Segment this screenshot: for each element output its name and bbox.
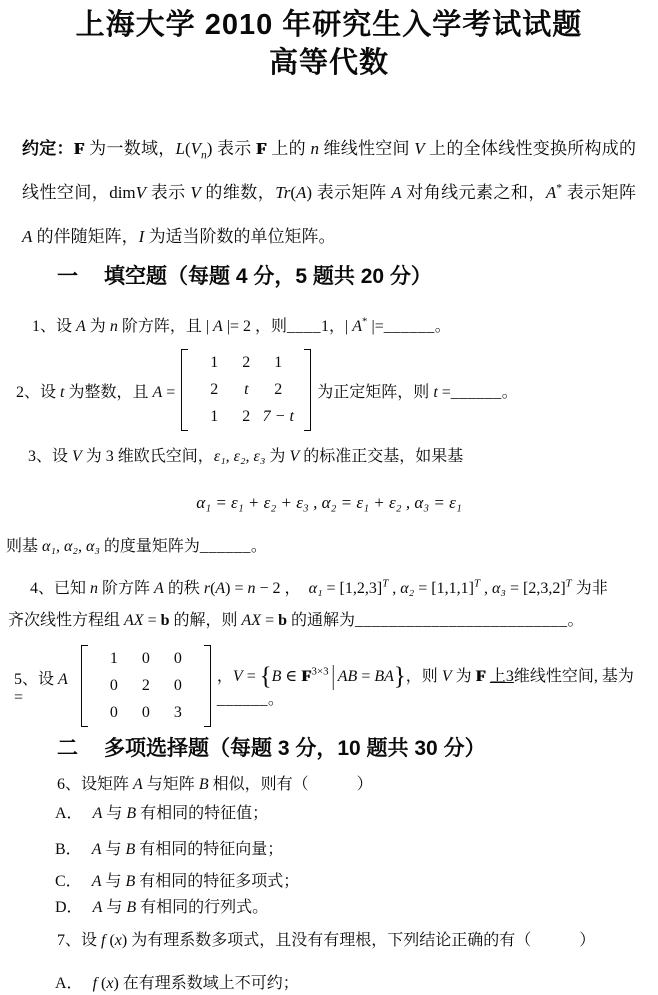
option-a-text: f (x) 在有理系数域上不可约； [92,975,299,992]
option-d-label: D． [55,899,83,916]
question-4-line1: 4、已知 n 阶方阵 A 的秩 r(A) = n − 2 ， $\alpha_1 = [1,2,3]^T$ , $\alpha_2 = [1,1,1]^T$ , $\alpha_3 = [2,3,2]^T$ 为非 [30,577,608,597]
question-6-option-d [55,897,658,919]
subject-title: 高等代数 [268,47,389,79]
option-c-label: C． [55,873,82,890]
question-5-post: ，V = {B ∈ $F^{3\times 3}$ | AB = BA}，则 V 为 F 上3维线性空间, 基为______。 [216,661,634,708]
question-2-post: 为正定矩阵，则 t =______。 [317,383,518,401]
question-5 [14,645,658,727]
option-a-label: A． [55,805,83,822]
section-1-heading [57,263,658,291]
question-2 [16,349,658,431]
section-2-number: 二 [57,737,78,760]
section-2-title: 多项选择题（每题 3 分，10 题共 30 分） [104,737,486,760]
question-6-option-c [55,871,658,893]
question-7: 7、设 f (x) 为有理系数多项式，且没有有理根，下列结论正确的有（ ） [57,932,596,949]
question-1: 1、设 A 为 n 阶方阵，且 | A |= 2 ，则____1，| A* |=______。 [32,315,451,335]
option-d-text: A 与 B 有相同的行列式。 [92,899,269,916]
question-6: 6、设矩阵 A 与矩阵 B 相似，则有（ ） [57,776,373,793]
matrix-cells: 1 2 1 2 t 2 1 2 7 − t [210,354,294,425]
matrix-left-bracket [81,645,88,727]
option-c-text: A 与 B 有相同的特征多项式； [91,873,300,890]
section-2-heading [57,735,658,763]
question-5-pre: 5、设 A = [14,670,72,706]
question-6-option-b [55,839,658,861]
question-7-option-a [55,973,658,995]
exam-title-block [0,0,658,82]
option-b-label: B． [55,841,82,858]
option-a-label: A． [55,975,83,992]
notation-paragraph: 约定：F 为一数域，$L(V_n)$ 表示 F 上的 n 维线性空间 V 上的全体线性变换所构成的线性空间，dimV 表示 V 的维数，Tr(A) 表示矩阵 A 对角线元素之和，A* 表示矩阵 A 的伴随矩阵，I 为适当阶数的单位矩阵。 [22,139,641,246]
question-6-option-a [55,803,658,825]
matrix-cells: 1 0 0 0 2 0 0 0 3 [109,650,182,721]
section-1-title: 填空题（每题 4 分，5 题共 20 分） [104,265,432,288]
matrix-right-bracket [304,349,311,431]
question-3-line1: 3、设 V 为 3 维欧氏空间，ε₁, ε₂, ε₃ 为 V 的标准正交基，如果基 [28,448,464,465]
exam-title: 上海大学 2010 年研究生入学考试试题 [75,9,583,41]
question-3-formula: α₁ = ε₁ + ε₂ + ε₃ , α₂ = ε₁ + ε₂ , α₃ = ε₁ [196,493,462,512]
option-a-text: A 与 B 有相同的特征值； [92,805,269,822]
question-2-matrix [181,349,311,431]
option-b-text: A 与 B 有相同的特征向量； [91,841,284,858]
matrix-right-bracket [204,645,211,727]
question-5-matrix [81,645,211,727]
matrix-left-bracket [181,349,188,431]
question-4-line2: 齐次线性方程组 AX = b 的解，则 AX = b 的通解为_________________________。 [8,612,584,629]
question-2-pre: 2、设 t 为整数，且 A = [16,383,176,401]
section-1-number: 一 [57,265,78,288]
question-3-line2: 则基 α₁, α₂, α₃ 的度量矩阵为______。 [6,538,267,555]
